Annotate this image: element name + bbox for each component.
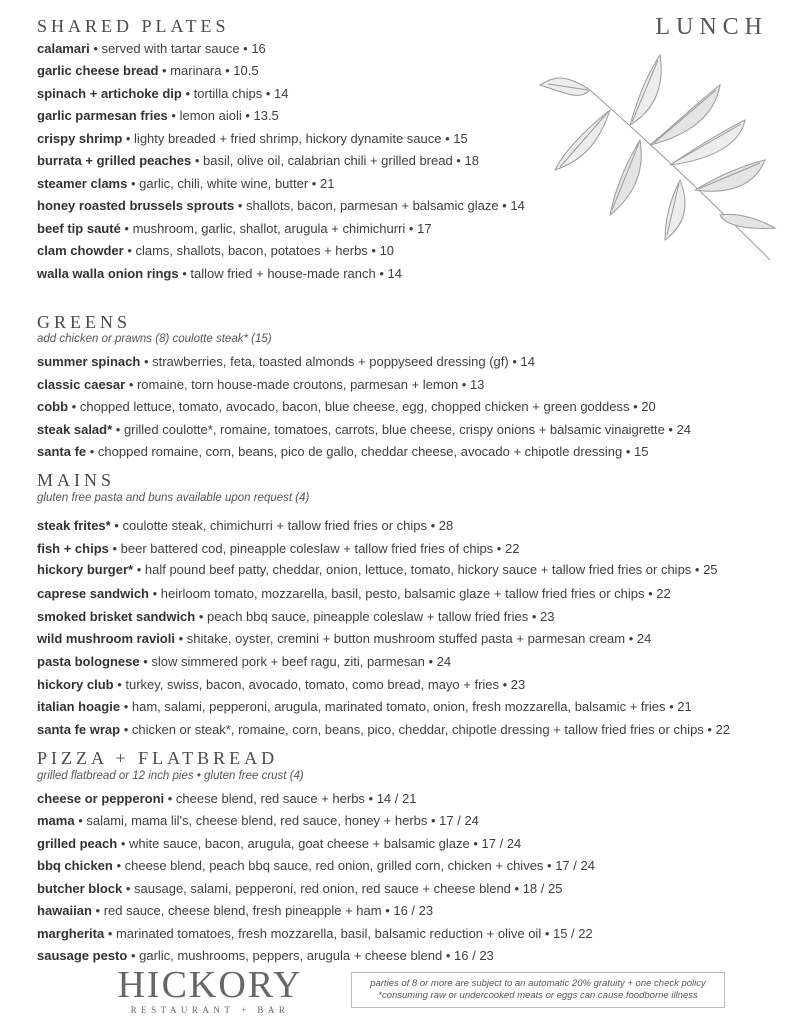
logo-name: HICKORY (117, 964, 303, 1006)
menu-item (37, 926, 593, 942)
menu-item (37, 858, 595, 874)
item-name: pasta bolognese (37, 654, 140, 669)
item-name: wild mushroom ravioli (37, 631, 175, 646)
menu-item (37, 631, 651, 647)
item-name: mama (37, 813, 75, 828)
menu-item (37, 399, 656, 415)
menu-item (37, 86, 289, 102)
item-description: • garlic, mushrooms, peppers, arugula + cheese blend • 16 / 23 (127, 948, 494, 963)
menu-item (37, 63, 259, 79)
item-description: • strawberries, feta, toasted almonds + poppyseed dressing (gf) • 14 (140, 354, 535, 369)
item-description: • tallow fried + house-made ranch • 14 (178, 266, 402, 281)
item-description: • romaine, torn house-made croutons, parmesan + lemon • 13 (125, 377, 485, 392)
menu-item (37, 609, 554, 625)
menu-item (37, 518, 453, 534)
menu-item (37, 176, 334, 192)
restaurant-logo (115, 966, 305, 1015)
item-name: garlic cheese bread (37, 63, 159, 78)
item-description: • chopped lettuce, tomato, avocado, bacon, blue cheese, egg, chopped chicken + green goddess • 20 (68, 399, 656, 414)
section-note: gluten free pasta and buns available upon request (4) (37, 492, 310, 504)
menu-item (37, 677, 525, 693)
item-description: • chopped romaine, corn, beans, pico de gallo, cheddar cheese, avocado + chipotle dressing • 15 (86, 444, 649, 459)
item-description: • shitake, oyster, cremini + button mushroom stuffed pasta + parmesan cream • 24 (174, 631, 652, 646)
item-description: • garlic, chili, white wine, butter • 21 (127, 176, 335, 191)
item-description: • shallots, bacon, parmesan + balsamic glaze • 14 (234, 198, 525, 213)
item-name: sausage pesto (37, 948, 128, 963)
item-name: calamari (37, 41, 90, 56)
menu-item (37, 654, 451, 670)
menu-item (37, 881, 562, 897)
item-name: honey roasted brussels sprouts (37, 198, 235, 213)
section-title-pizza: PIZZA + FLATBREAD (37, 748, 279, 768)
item-name: beef tip sauté (37, 221, 121, 236)
menu-item (37, 903, 433, 919)
item-description: • ham, salami, pepperoni, arugula, marinated tomato, onion, fresh mozzarella, balsamic + fries • 21 (120, 699, 692, 714)
item-name: italian hoagie (37, 699, 121, 714)
menu-item (37, 422, 691, 438)
section-title-greens: GREENS (37, 312, 132, 332)
item-name: margherita (37, 926, 105, 941)
section-note: add chicken or prawns (8) coulotte steak* (15) (37, 333, 272, 345)
item-name: santa fe wrap (37, 722, 121, 737)
menu-item (37, 791, 416, 807)
menu-item (37, 562, 718, 578)
item-description: • cheese blend, red sauce + herbs • 14 / 21 (164, 791, 417, 806)
foodborne-warning: *consuming raw or undercooked meats or eggs can cause foodborne illness (378, 990, 698, 1001)
item-description: • cheese blend, peach bbq sauce, red onion, grilled corn, chicken + chives • 17 / 24 (112, 858, 595, 873)
item-description: • basil, olive oil, calabrian chili + grilled bread • 18 (191, 153, 479, 168)
gratuity-policy: parties of 8 or more are subject to an automatic 20% gratuity + one check policy (370, 978, 706, 989)
policy-box (351, 972, 725, 1008)
item-description: • marinated tomatoes, fresh mozzarella, basil, balsamic reduction + olive oil • 15 / 22 (104, 926, 593, 941)
item-description: • red sauce, cheese blend, fresh pineapple + ham • 16 / 23 (91, 903, 434, 918)
section-title-shared-plates: SHARED PLATES (37, 16, 230, 36)
menu-item (37, 948, 494, 964)
section-title-mains: MAINS (37, 470, 116, 490)
item-description: • served with tartar sauce • 16 (89, 41, 266, 56)
item-name: steamer clams (37, 176, 128, 191)
item-name: smoked brisket sandwich (37, 609, 196, 624)
menu-item (37, 377, 484, 393)
item-name: hickory burger* (37, 562, 134, 577)
item-name: garlic parmesan fries (37, 108, 168, 123)
item-description: • grilled coulotte*, romaine, tomatoes, carrots, blue cheese, crispy onions + balsamic vinaigrette • 24 (112, 422, 692, 437)
menu-item (37, 131, 468, 147)
menu-item (37, 836, 521, 852)
menu-item (37, 198, 525, 214)
menu-item (37, 586, 671, 602)
menu-item (37, 699, 692, 715)
item-name: butcher block (37, 881, 123, 896)
menu-item (37, 722, 730, 738)
menu-item (37, 541, 519, 557)
item-name: spinach + artichoke dip (37, 86, 182, 101)
section-note: grilled flatbread or 12 inch pies • gluten free crust (4) (37, 770, 304, 782)
item-name: hawaiian (37, 903, 92, 918)
item-name: cheese or pepperoni (37, 791, 165, 806)
item-description: • heirloom tomato, mozzarella, basil, pesto, balsamic glaze + tallow fried fries or chips • 22 (149, 586, 671, 601)
menu-item (37, 221, 432, 237)
item-name: burrata + grilled peaches (37, 153, 192, 168)
item-description: • salami, mama lil's, cheese blend, red sauce, honey + herbs • 17 / 24 (74, 813, 479, 828)
item-description: • half pound beef patty, cheddar, onion, lettuce, tomato, hickory sauce + tallow fried fries or chips • 25 (133, 562, 718, 577)
item-description: • lemon aioli • 13.5 (167, 108, 279, 123)
item-description: • peach bbq sauce, pineapple coleslaw + tallow fried fries • 23 (195, 609, 555, 624)
item-description: • mushroom, garlic, shallot, arugula + chimichurri • 17 (120, 221, 432, 236)
item-description: • beer battered cod, pineapple coleslaw + tallow fried fries of chips • 22 (108, 541, 520, 556)
menu-item (37, 243, 394, 259)
logo-subtitle: RESTAURANT + BAR (130, 1005, 290, 1015)
item-name: summer spinach (37, 354, 141, 369)
menu-item (37, 813, 479, 829)
item-description: • turkey, swiss, bacon, avocado, tomato, como bread, mayo + fries • 23 (113, 677, 526, 692)
item-name: santa fe (37, 444, 87, 459)
item-description: • chicken or steak*, romaine, corn, beans, pico, cheddar, chipotle dressing + tallow fried fries or chips • 22 (120, 722, 731, 737)
item-name: caprese sandwich (37, 586, 149, 601)
item-description: • white sauce, bacon, arugula, goat cheese + balsamic glaze • 17 / 24 (117, 836, 522, 851)
menu-item (37, 108, 279, 124)
menu-item (37, 354, 535, 370)
item-name: steak frites* (37, 518, 111, 533)
menu-item (37, 153, 479, 169)
item-description: • slow simmered pork + beef ragu, ziti, parmesan • 24 (139, 654, 452, 669)
item-name: crispy shrimp (37, 131, 123, 146)
item-name: clam chowder (37, 243, 124, 258)
menu-title: LUNCH (655, 14, 768, 40)
menu-item (37, 41, 266, 57)
item-description: • sausage, salami, pepperoni, red onion, red sauce + cheese blend • 18 / 25 (122, 881, 563, 896)
item-name: hickory club (37, 677, 114, 692)
item-name: fish + chips (37, 541, 109, 556)
item-name: cobb (37, 399, 69, 414)
menu-item (37, 444, 648, 460)
item-description: • coulotte steak, chimichurri + tallow fried fries or chips • 28 (110, 518, 454, 533)
item-name: classic caesar (37, 377, 126, 392)
item-description: • lighty breaded + fried shrimp, hickory dynamite sauce • 15 (122, 131, 468, 146)
item-name: grilled peach (37, 836, 118, 851)
item-name: bbq chicken (37, 858, 113, 873)
item-name: steak salad* (37, 422, 113, 437)
item-description: • clams, shallots, bacon, potatoes + herbs • 10 (123, 243, 395, 258)
menu-item (37, 266, 402, 282)
item-description: • tortilla chips • 14 (181, 86, 289, 101)
leaf-branch-illustration (530, 50, 780, 265)
item-name: walla walla onion rings (37, 266, 179, 281)
item-description: • marinara • 10.5 (158, 63, 259, 78)
